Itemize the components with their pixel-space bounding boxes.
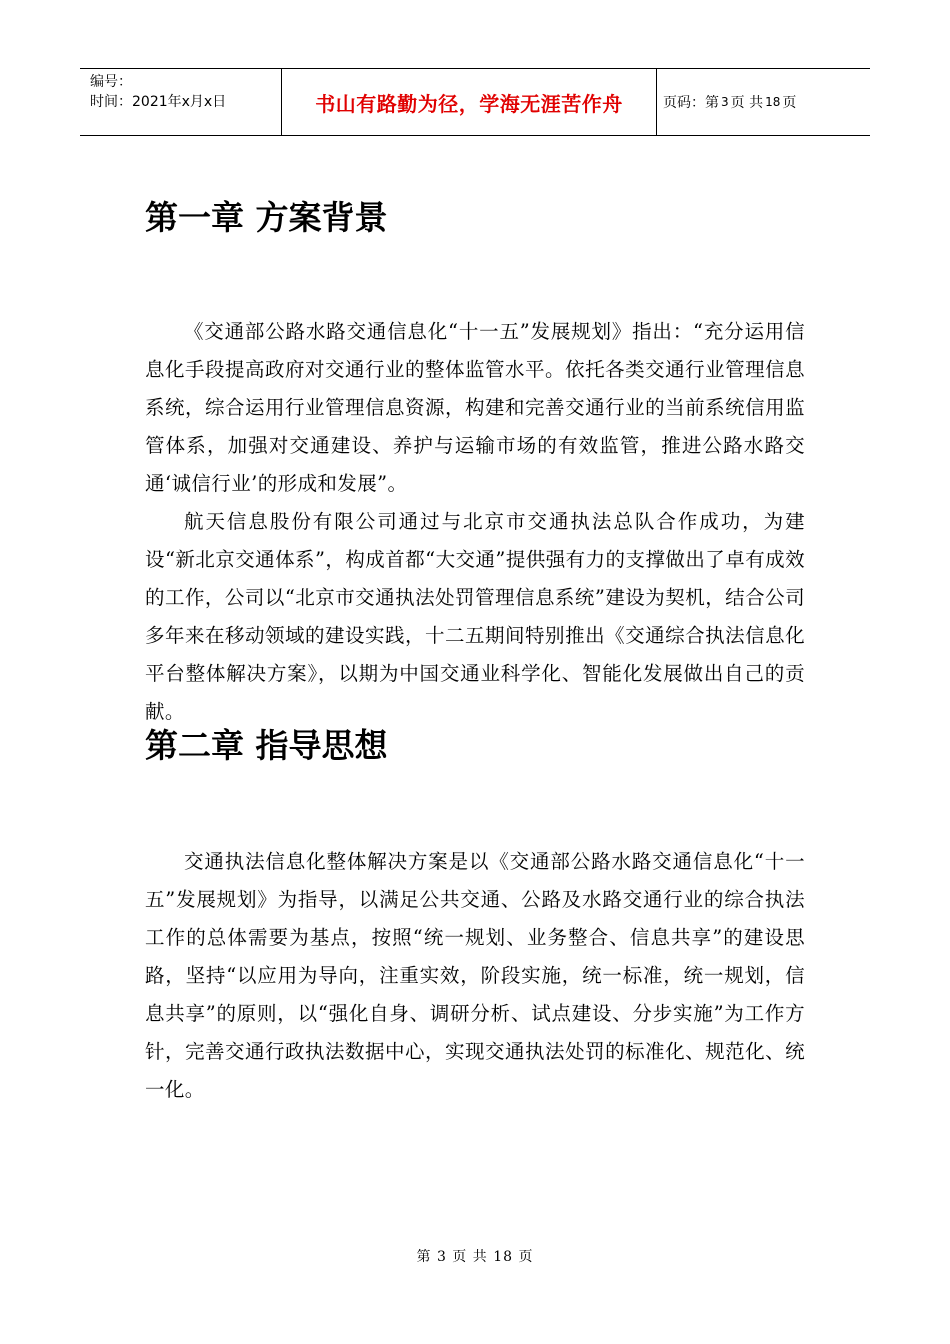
page-total: 18	[765, 95, 781, 109]
chapter-1-paragraph-2: 航天信息股份有限公司通过与北京市交通执法总队合作成功，为建设“新北京交通体系”，构成首都“大交通”提供强有力的支撑做出了卓有成效的工作，公司以“北京市交通执法处罚管理信息系统”建设为契机，结合公司多年来在移动领域的建设实践，十二五期间特别推出《交通综合执法信息化平台整体解决方案》，以期为中国交通业科学化、智能化发展做出自己的贡献。	[145, 510, 805, 723]
page-header	[80, 68, 870, 136]
serial-label: 编号：	[90, 74, 132, 90]
page-suffix: 页	[782, 95, 797, 111]
page-footer: 第 3 页 共 18 页	[416, 1249, 534, 1265]
page-prefix: 页码：第	[663, 95, 719, 111]
date-label: 时间：2021年x月x日	[90, 94, 227, 110]
header-motto: 书山有路勤为径，学海无涯苦作舟	[282, 69, 657, 135]
header-page-number	[657, 69, 870, 135]
page-current: 3	[721, 95, 729, 109]
chapter-2-title: 第二章 指导思想	[145, 726, 388, 765]
header-meta	[80, 69, 282, 135]
chapter-2-paragraph-1: 交通执法信息化整体解决方案是以《交通部公路水路交通信息化“十一五”发展规划》为指导，以满足公共交通、公路及水路交通行业的综合执法工作的总体需要为基点，按照“统一规划、业务整合、信息共享”的建设思路，坚持“以应用为导向，注重实效，阶段实施，统一标准，统一规划，信息共享”的原则，以“强化自身、调研分析、试点建设、分步实施”为工作方针，完善交通行政执法数据中心，实现交通执法处罚的标准化、规范化、统一化。	[145, 850, 805, 1101]
chapter-1-paragraph-1: 《交通部公路水路交通信息化“十一五”发展规划》指出：“充分运用信息化手段提高政府对交通行业的整体监管水平。依托各类交通行业管理信息系统，综合运用行业管理信息资源，构建和完善交通行业的当前系统信用监管体系，加强对交通建设、养护与运输市场的有效监管，推进公路水路交通‘诚信行业’的形成和发展”。	[145, 320, 805, 495]
chapter-1-title: 第一章 方案背景	[145, 198, 388, 237]
page-mid: 页 共	[730, 95, 764, 111]
